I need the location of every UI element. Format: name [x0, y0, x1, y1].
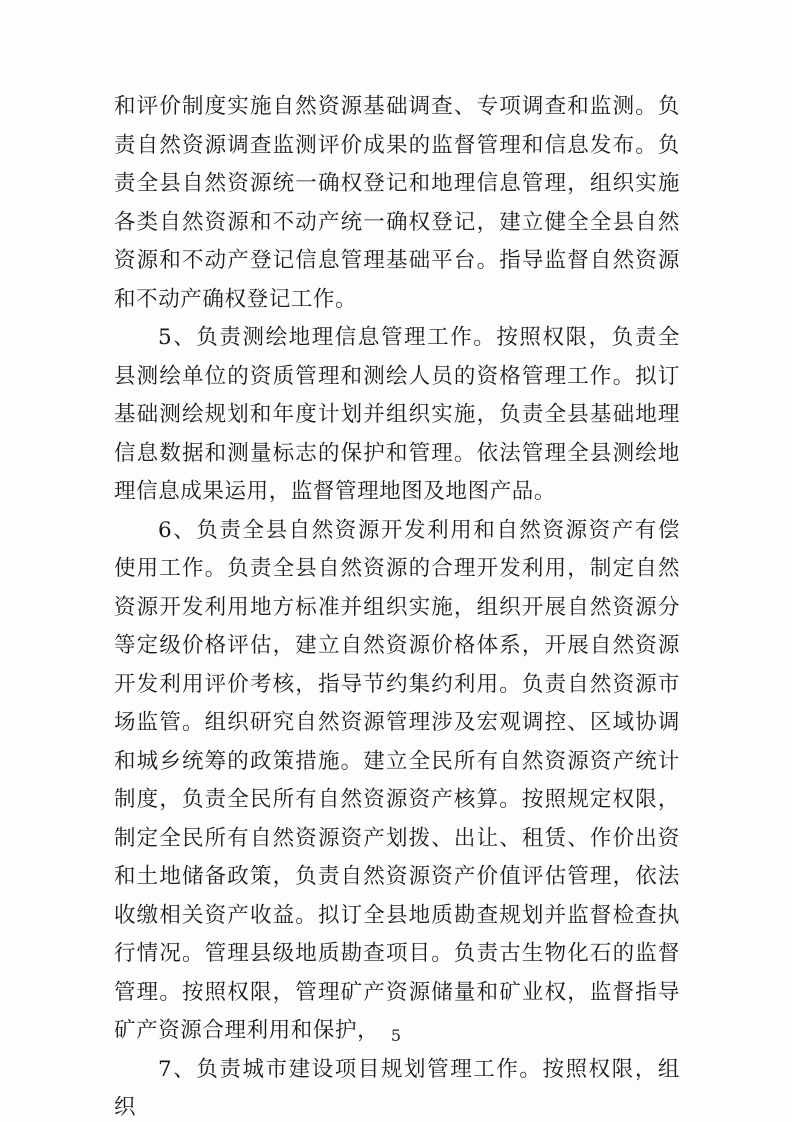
paragraph-continuation: 和评价制度实施自然资源基础调查、专项调查和监测。负责自然资源调查监测评价成果的监督管理和信息发布。负责全县自然资源统一确权登记和地理信息管理，组织实施各类自然资源和不动产统一确权登记，建立健全全县自然资源和不动产登记信息管理基础平台。指导监督自然资源和不动产确权登记工作。: [114, 94, 680, 312]
document-body: [114, 88, 680, 1122]
paragraph-item-5: 5、负责测绘地理信息管理工作。按照权限，负责全县测绘单位的资质管理和测绘人员的资格管理工作。拟订基础测绘规划和年度计划并组织实施，负责全县基础地理信息数据和测量标志的保护和管理。依法管理全县测绘地理信息成果运用，监督管理地图及地图产品。: [114, 325, 680, 504]
paragraph-item-6: 6、负责全县自然资源开发利用和自然资源资产有偿使用工作。负责全县自然资源的合理开发利用，制定自然资源开发利用地方标准并组织实施，组织开展自然资源分等定级价格评估，建立自然资源价格体系，开展自然资源开发利用评价考核，指导节约集约利用。负责自然资源市场监管。组织研究自然资源管理涉及宏观调控、区域协调和城乡统筹的政策措施。建立全民所有自然资源资产统计制度，负责全民所有自然资源资产核算。按照规定权限，制定全民所有自然资源资产划拨、出让、租赁、作价出资和土地储备政策，负责自然资源资产价值评估管理，依法收缴相关资产收益。拟订全县地质勘查规划并监督检查执行情况。管理县级地质勘查项目。负责古生物化石的监督管理。按照权限，管理矿产资源储量和矿业权，监督指导矿产资源合理利用和保护，: [114, 517, 680, 1043]
page-number: 5: [390, 1026, 402, 1045]
paragraph-item-7: 7、负责城市建设项目规划管理工作。按照权限，组织: [114, 1056, 680, 1120]
